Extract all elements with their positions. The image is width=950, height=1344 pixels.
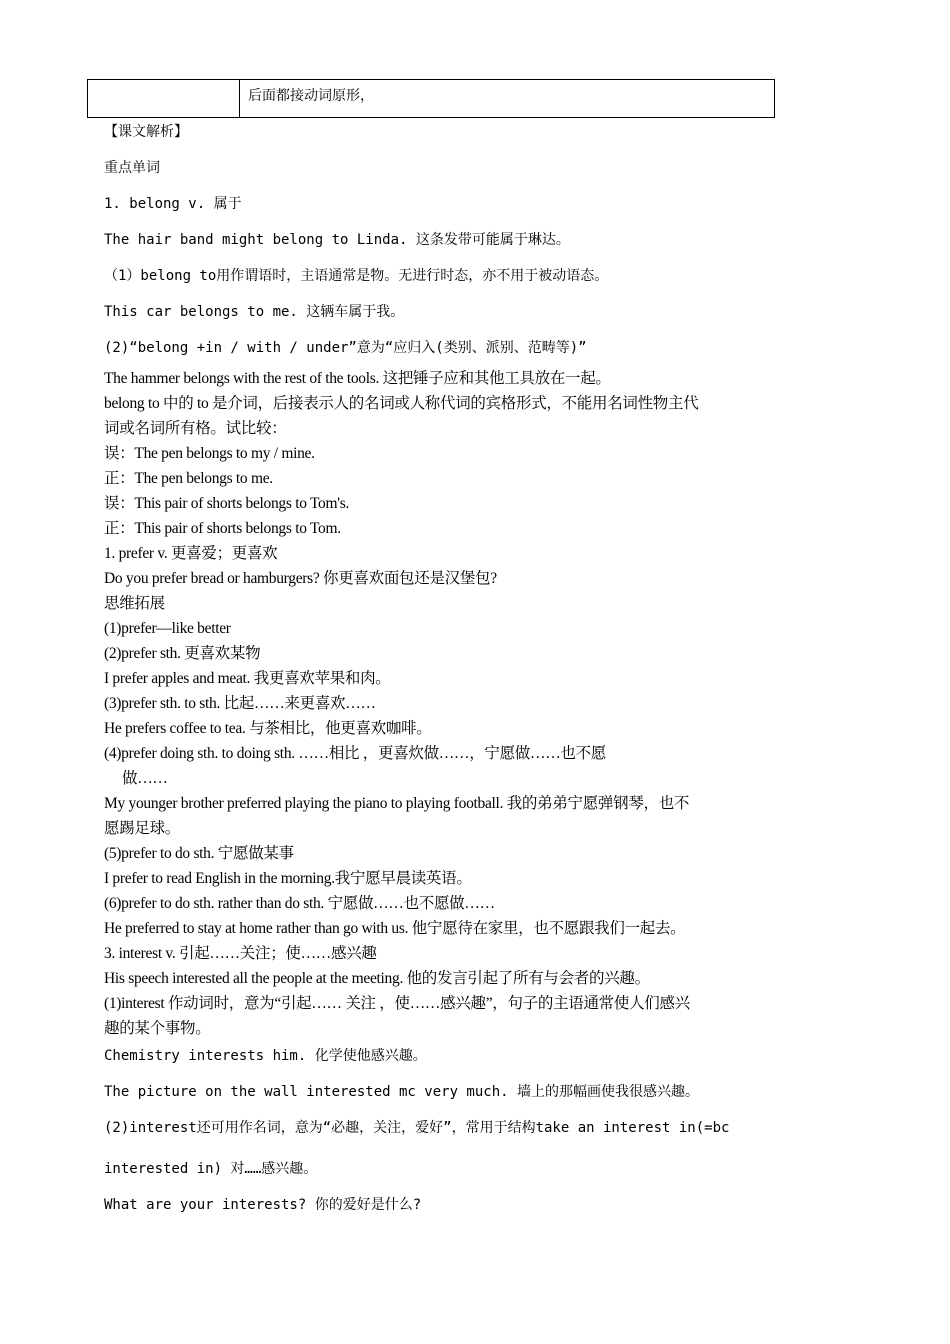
example-sentence: Chemistry interests him. 化学使他感兴趣。	[104, 1048, 427, 1064]
usage-note: (2)“belong +in / with / under”意为“应归入(类别、派别、范畴等)”	[104, 340, 587, 356]
example-sentence: I prefer to read English in the morning.我宁愿早晨读英语。	[104, 870, 472, 887]
example-sentence: 正：The pen belongs to me.	[104, 470, 273, 487]
usage-note: (5)prefer to do sth. 宁愿做某事	[104, 845, 294, 862]
table-cell-text: 后面都接动词原形，	[248, 88, 374, 104]
usage-note: (6)prefer to do sth. rather than do sth. 宁愿做……也不愿做……	[104, 895, 495, 912]
usage-note: 词或名词所有格。试比较：	[104, 420, 287, 437]
example-sentence: His speech interested all the people at the meeting. 他的发言引起了所有与会者的兴趣。	[104, 970, 650, 987]
usage-note: 做……	[122, 770, 168, 787]
usage-note: interested in) 对……感兴趣。	[104, 1161, 318, 1177]
usage-note: (3)prefer sth. to sth. 比起……来更喜欢……	[104, 695, 376, 712]
vocab-item-heading: 1. belong v. 属于	[104, 196, 242, 212]
example-sentence: 误：This pair of shorts belongs to Tom's.	[104, 495, 350, 512]
example-sentence: 正：This pair of shorts belongs to Tom.	[104, 520, 341, 537]
usage-note: (1)interest 作动词时，意为“引起…… 关注 ，使……感兴趣”，句子的主语通常使人们感兴	[104, 995, 690, 1012]
table-divider	[239, 80, 240, 117]
usage-note: belong to 中的 to 是介词，后接表示人的名词或人称代词的宾格形式，不能用名词性物主代	[104, 395, 699, 412]
example-sentence: My younger brother preferred playing the piano to playing football. 我的弟弟宁愿弹钢琴，也不	[104, 795, 690, 812]
usage-note: （1）belong to用作谓语时，主语通常是物。无进行时态，亦不用于被动语态。	[104, 268, 609, 284]
example-sentence: The picture on the wall interested mc very much. 墙上的那幅画使我很感兴趣。	[104, 1084, 700, 1100]
example-sentence: The hair band might belong to Linda. 这条发带可能属于琳达。	[104, 232, 570, 248]
subtitle: 重点单词	[104, 160, 160, 176]
example-sentence: He prefers coffee to tea. 与茶相比，他更喜欢咖啡。	[104, 720, 432, 737]
example-sentence: I prefer apples and meat. 我更喜欢苹果和肉。	[104, 670, 391, 687]
example-sentence: He preferred to stay at home rather than go with us. 他宁愿待在家里，也不愿跟我们一起去。	[104, 920, 686, 937]
usage-heading: 思维拓展	[104, 595, 165, 612]
example-sentence: 愿踢足球。	[104, 820, 181, 837]
usage-note: 趣的某个事物。	[104, 1020, 211, 1037]
vocab-item-heading: 1. prefer v. 更喜爱；更喜欢	[104, 545, 278, 562]
table-fragment	[87, 79, 775, 118]
example-sentence: Do you prefer bread or hamburgers? 你更喜欢面包还是汉堡包?	[104, 570, 497, 587]
example-sentence: The hammer belongs with the rest of the tools. 这把锤子应和其他工具放在一起。	[104, 370, 611, 387]
usage-note: (2)prefer sth. 更喜欢某物	[104, 645, 261, 662]
section-title: 【课文解析】	[104, 124, 188, 140]
example-sentence: This car belongs to me. 这辆车属于我。	[104, 304, 405, 320]
example-sentence: What are your interests? 你的爱好是什么?	[104, 1197, 422, 1213]
usage-note: (1)prefer—like better	[104, 620, 231, 637]
usage-note: (4)prefer doing sth. to doing sth. ……相比 ，更喜炊做……，宁愿做……也不愿	[104, 745, 606, 762]
vocab-item-heading: 3. interest v. 引起……关注；使……感兴趣	[104, 945, 377, 962]
usage-note: (2)interest还可用作名词，意为“必趣，关注，爱好”，常用于结构take an interest in(=bc	[104, 1120, 730, 1136]
example-sentence: 误：The pen belongs to my / mine.	[104, 445, 315, 462]
